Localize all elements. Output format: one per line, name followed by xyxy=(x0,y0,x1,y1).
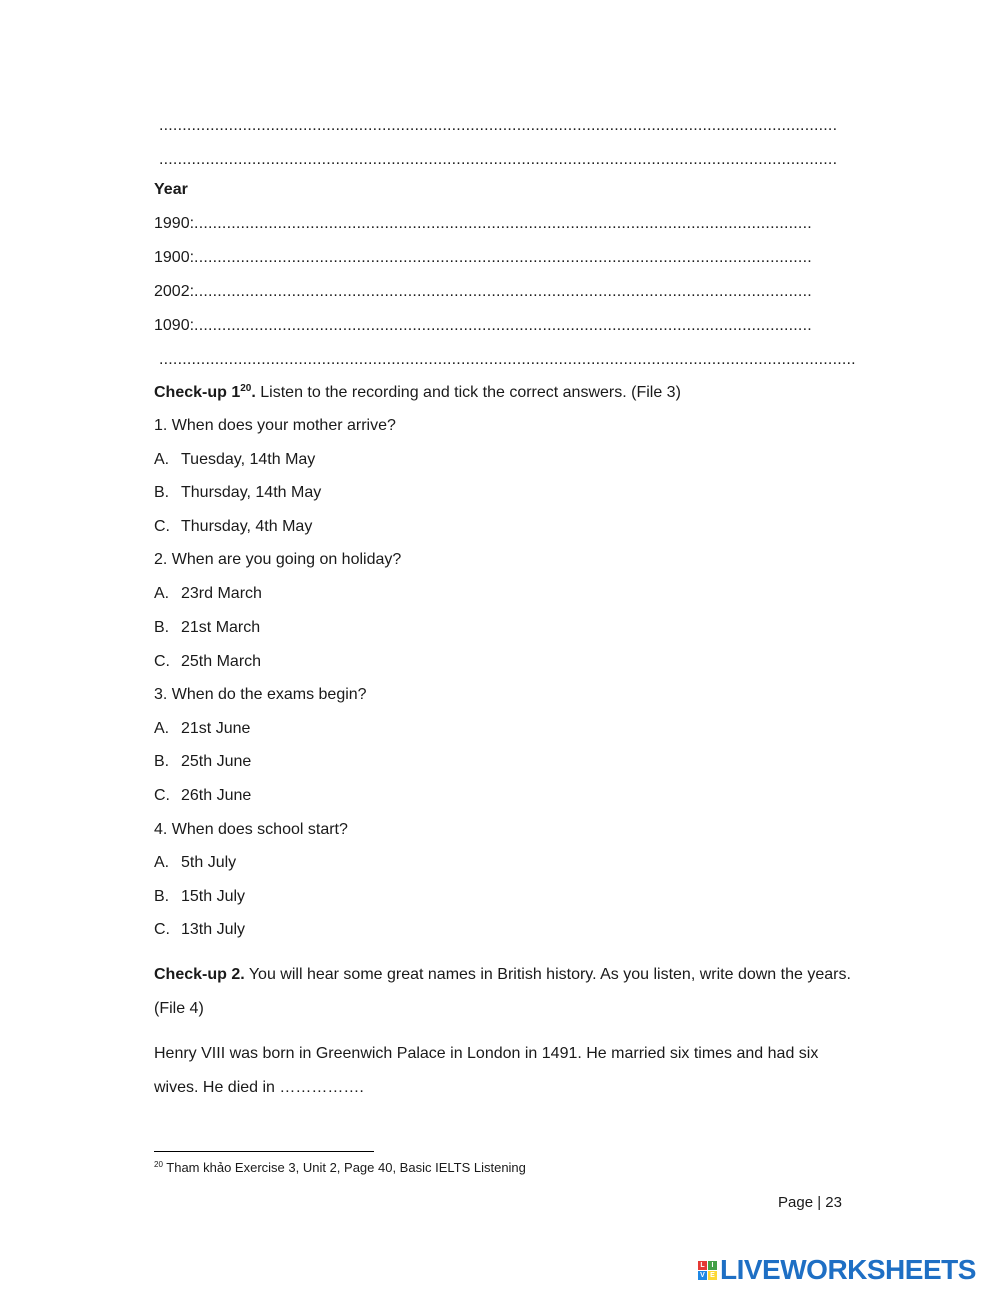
option-letter: C. xyxy=(154,921,170,938)
checkup1-heading xyxy=(154,383,681,403)
option-letter: B. xyxy=(154,753,170,770)
option-letter: C. xyxy=(154,518,170,535)
year-row xyxy=(154,214,812,234)
question-3: 3. When do the exams begin? xyxy=(154,686,367,703)
logo-block: L xyxy=(698,1261,707,1270)
checkup1-title: Check-up 1 xyxy=(154,384,241,401)
option-b[interactable] xyxy=(154,887,245,907)
option-letter: A. xyxy=(154,854,170,871)
option-text: 13th July xyxy=(181,921,246,938)
logo-block: V xyxy=(698,1271,707,1280)
year-row xyxy=(154,248,812,268)
option-c[interactable] xyxy=(154,517,312,537)
year-row xyxy=(154,316,812,336)
option-a[interactable] xyxy=(154,853,236,873)
option-letter: A. xyxy=(154,720,170,737)
year-row xyxy=(154,282,812,302)
logo-block: I xyxy=(708,1261,717,1270)
option-text: 26th June xyxy=(181,787,252,804)
year-label: 1900: xyxy=(154,249,195,266)
year-answer-dots: ..................................................................................................................................... xyxy=(194,317,812,334)
option-text: Thursday, 4th May xyxy=(181,518,313,535)
footnote-number: 20 xyxy=(154,1160,163,1169)
footnote xyxy=(154,1160,526,1175)
footnote-text: Tham khảo Exercise 3, Unit 2, Page 40, Basic IELTS Listening xyxy=(162,1160,526,1175)
option-c[interactable] xyxy=(154,652,261,672)
question-1: 1. When does your mother arrive? xyxy=(154,417,396,434)
option-text: 21st June xyxy=(181,720,251,737)
option-letter: B. xyxy=(154,619,170,636)
footnote-ref: 20 xyxy=(240,383,252,394)
year-answer-dots: ..................................................................................................................................... xyxy=(194,249,812,266)
year-answer-dots: ..................................................................................................................................... xyxy=(194,215,812,232)
option-text: 25th March xyxy=(181,653,262,670)
liveworksheets-logo xyxy=(698,1255,976,1285)
year-label: 1990: xyxy=(154,215,195,232)
option-text: Tuesday, 14th May xyxy=(181,451,316,468)
option-a[interactable] xyxy=(154,584,262,604)
option-letter: C. xyxy=(154,653,170,670)
year-answer-dots: ..................................................................................................................................... xyxy=(194,283,812,300)
option-a[interactable] xyxy=(154,719,250,739)
option-b[interactable] xyxy=(154,618,260,638)
checkup1-title-end: . xyxy=(251,384,256,401)
question-4: 4. When does school start? xyxy=(154,821,348,838)
option-c[interactable] xyxy=(154,920,245,940)
checkup2-paragraph: Henry VIII was born in Greenwich Palace in London in 1491. He married six times and had six wives. He died in ……………. xyxy=(154,1045,819,1096)
year-label: 2002: xyxy=(154,283,195,300)
answer-dot-line: ...................................................................................................................................................... xyxy=(159,351,856,368)
option-c[interactable] xyxy=(154,786,251,806)
option-letter: C. xyxy=(154,787,170,804)
option-text: 25th June xyxy=(181,753,252,770)
footnote-divider xyxy=(154,1151,374,1152)
checkup2-title: Check-up 2. xyxy=(154,966,245,983)
option-a[interactable] xyxy=(154,450,315,470)
checkup2-instruction: You will hear some great names in British history. As you listen, write down the years. (File 4) xyxy=(154,966,851,1017)
option-b[interactable] xyxy=(154,752,251,772)
option-b[interactable] xyxy=(154,483,321,503)
option-text: Thursday, 14th May xyxy=(181,484,322,501)
logo-block: E xyxy=(708,1271,717,1280)
answer-dot-line: .................................................................................................................................................. xyxy=(159,117,838,134)
answer-dot-line: .................................................................................................................................................. xyxy=(159,151,838,168)
option-text: 23rd March xyxy=(181,585,262,602)
checkup2-instructions xyxy=(154,958,854,1026)
logo-blocks-icon xyxy=(698,1261,717,1280)
option-letter: B. xyxy=(154,484,170,501)
checkup1-instruction: Listen to the recording and tick the correct answers. (File 3) xyxy=(255,384,681,401)
option-letter: A. xyxy=(154,451,170,468)
year-heading: Year xyxy=(154,181,188,198)
option-letter: A. xyxy=(154,585,170,602)
option-text: 5th July xyxy=(181,854,237,871)
question-2: 2. When are you going on holiday? xyxy=(154,551,402,568)
page-number: Page | 23 xyxy=(778,1194,842,1211)
logo-text: LIVEWORKSHEETS xyxy=(720,1254,976,1285)
option-text: 21st March xyxy=(181,619,261,636)
option-letter: B. xyxy=(154,888,170,905)
option-text: 15th July xyxy=(181,888,246,905)
year-label: 1090: xyxy=(154,317,195,334)
